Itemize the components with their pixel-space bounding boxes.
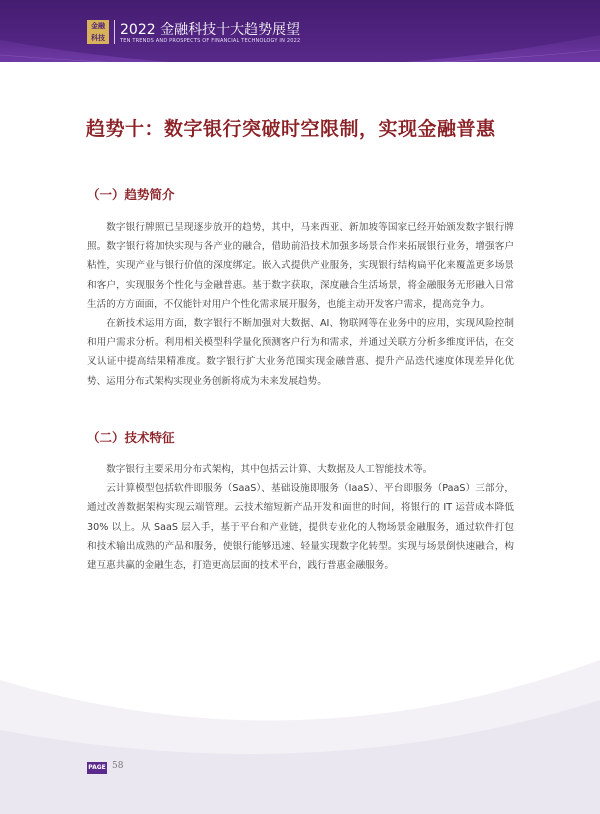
section-heading-tech: （二）技术特征 xyxy=(87,430,175,445)
header-divider xyxy=(114,20,115,44)
report-logo: 金融 科技 xyxy=(87,20,109,44)
page-header xyxy=(0,0,600,62)
page-number: 58 xyxy=(112,761,124,771)
paragraph: 数字银行牌照已呈现逐步放开的趋势，其中，马来西亚、新加坡等国家已经开始颁发数字银行牌照。数字银行将加快实现与各产业的融合，借助前沿技术加强多场景合作来拓展银行业务，增强客户粘性，实现产业与银行价值的深度绑定。嵌入式提供产业服务，实现银行结构扁平化来覆盖更多场景和客户，实现服务个性化与金融普惠。基于数字获取，深度融合生活场景，将金融服务无形融入日常生活的方方面面，不仅能针对用户个性化需求展开服务，也能主动开发客户需求，提高竞争力。 xyxy=(87,222,514,310)
paragraph: 数字银行主要采用分布式架构，其中包括云计算、大数据及人工智能技术等。 xyxy=(106,464,433,475)
report-title: 2022 金融科技十大趋势展望 xyxy=(120,22,301,38)
report-subtitle: TEN TRENDS AND PROSPECTS OF FINANCIAL TECHNOLOGY IN 2022 xyxy=(120,38,301,44)
section-heading-intro: （一）趋势简介 xyxy=(87,187,175,202)
section-body-tech xyxy=(87,460,514,575)
page-title: 趋势十：数字银行突破时空限制，实现金融普惠 xyxy=(86,118,496,140)
footer-decoration xyxy=(0,640,600,814)
section-body-intro xyxy=(87,218,514,391)
page-label: PAGE xyxy=(87,762,107,774)
paragraph: 云计算模型包括软件即服务（SaaS）、基础设施即服务（IaaS）、平台即服务（PaaS）三部分，通过改善数据架构实现云端管理。云技术缩短新产品开发和面世的时间，将银行的 IT 运营成本降低 30% 以上。从 SaaS 层入手，基于平台和产业链，提供专业化的人物场景金融服务，通过软件打包和技术输出成熟的产品和服务，使银行能够迅速、轻量实现数字化转型。实现与场景倒快速融合，构建互惠共赢的金融生态，打造更高层面的技术平台，践行普惠金融服务。 xyxy=(87,483,514,572)
paragraph: 在新技术运用方面，数字银行不断加强对大数据、AI、物联网等在业务中的应用，实现风险控制和用户需求分析。利用相关模型科学量化预测客户行为和需求，并通过关联方分析多维度评估，在交叉认证中提高结果精准度。数字银行扩大业务范围实现金融普惠、提升产品迭代速度体现差异化优势、运用分布式架构实现业务创新将成为未来发展趋势。 xyxy=(87,318,514,387)
